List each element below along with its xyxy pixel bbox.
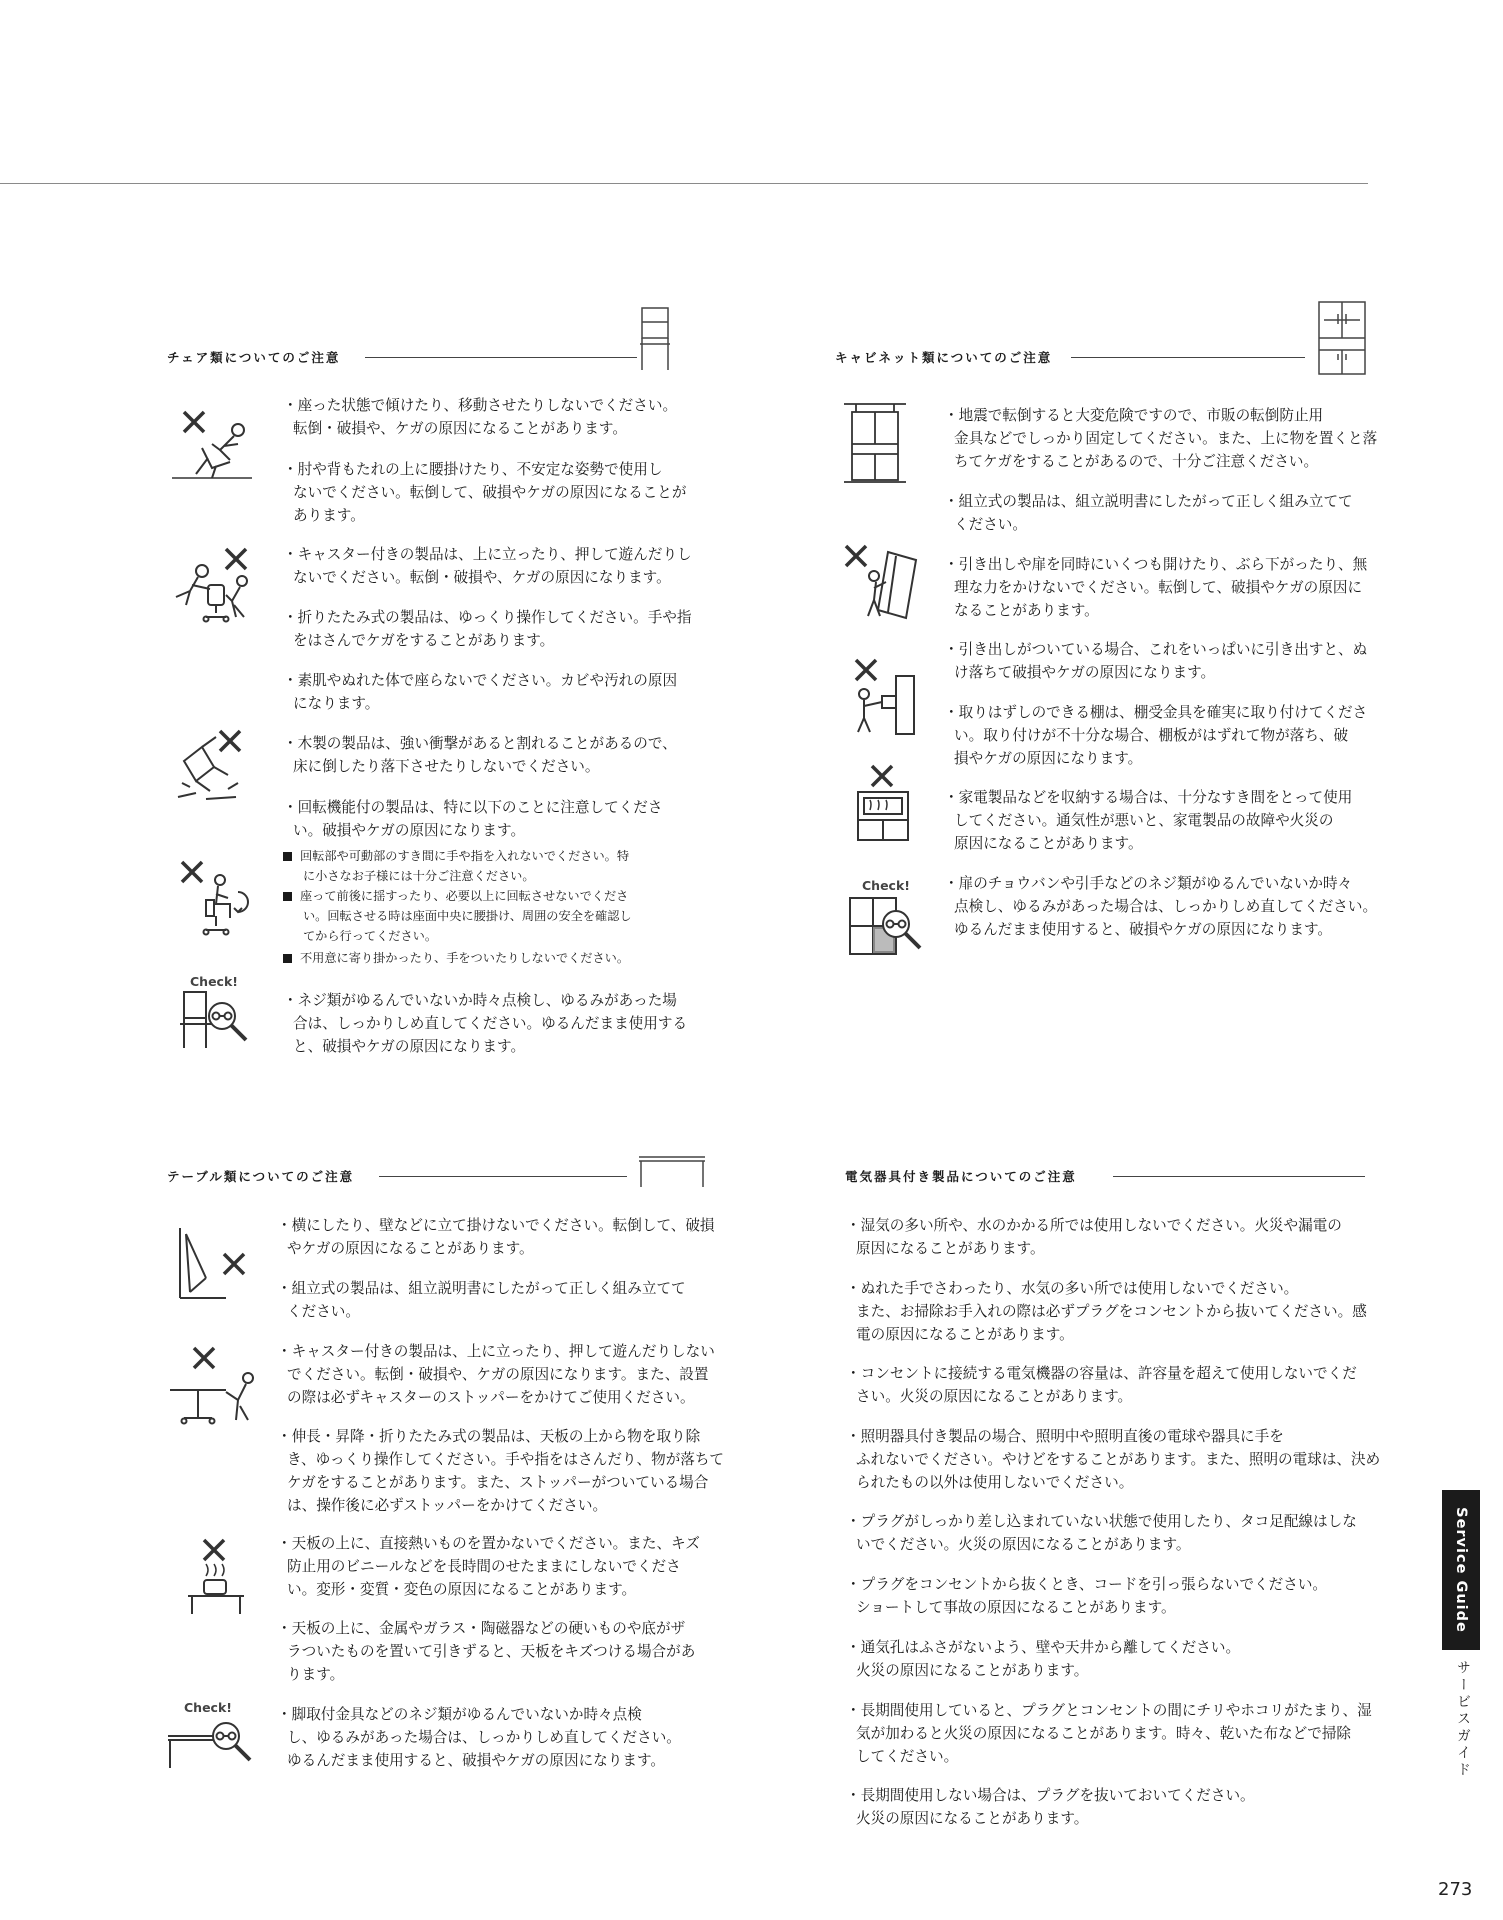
cabinet-hanging-warning-icon: [844, 542, 920, 622]
cabinet-screw-check-icon: [846, 894, 924, 958]
table-icon: [638, 1155, 706, 1189]
electric-item-4: ・照明器具付き製品の場合、照明中や照明直後の電球や器具に手を ふれないでください。やけどをすることがあります。また、照明の電球は、決め られたもの以外は使用しないでください。: [846, 1428, 1381, 1491]
service-guide-tab[interactable]: [1442, 1490, 1480, 1650]
electric-item-3: ・コンセントに接続する電気機器の容量は、許容量を超えて使用しないでくだ さい。火災の原因になることがあります。: [846, 1365, 1357, 1405]
appliance-ventilation-warning-icon: [852, 762, 918, 842]
electric-item-6: ・プラグをコンセントから抜くとき、コードを引っ張らないでください。 ショートして事故の原因になることがあります。: [846, 1576, 1328, 1616]
table-screw-check-icon: [166, 1716, 260, 1770]
electric-item-5: ・プラグがしっかり差し込まれていない状態で使用したり、タコ足配線はしな いでください。火災の原因になることがあります。: [846, 1513, 1357, 1553]
drawer-pullout-warning-icon: [852, 656, 918, 736]
cabinet-item-2: ・組立式の製品は、組立説明書にしたがって正しく組み立てて ください。: [944, 493, 1353, 533]
falling-chair-warning-icon: [176, 725, 260, 805]
electric-item-9: ・長期間使用しない場合は、プラグを抜いておいてください。 火災の原因になることがあります。: [846, 1787, 1255, 1827]
chair-section-header: [167, 348, 637, 368]
table-item-4: ・伸長・昇降・折りたたみ式の製品は、天板の上から物を取り除 き、ゆっくり操作してください。手や指をはさんだり、物が落ちて ケガをすることがあります。また、ストッパーがついている場合 は、操作後に必ずストッパーをかけてください。: [277, 1428, 724, 1514]
chair-item-1: ・座った状態で傾けたり、移動させたりしないでください。 転倒・破損や、ケガの原因になることがあります。: [283, 397, 678, 437]
cabinet-check-label: Check!: [862, 878, 910, 893]
chair-item-7: ・回転機能付の製品は、特に以下のことに注意してくださ い。破損やケガの原因になります。: [283, 799, 663, 839]
tilting-chair-warning-icon: [172, 404, 254, 484]
chair-item-8: ・ネジ類がゆるんでいないか時々点検し、ゆるみがあった場 合は、しっかりしめ直してください。ゆるんだまま使用する と、破損やケガの原因になります。: [283, 992, 688, 1055]
chair-item-5: ・素肌やぬれた体で座らないでください。カビや汚れの原因 になります。: [283, 672, 678, 712]
chair-item-2: ・肘や背もたれの上に腰掛けたり、不安定な姿勢で使用し ないでください。転倒して、破損やケガの原因になることが あります。: [283, 461, 687, 524]
electric-item-8: ・長期間使用していると、プラグとコンセントの間にチリやホコリがたまり、湿 気が加わると火災の原因になることがあります。時々、乾いた布などで掃除 してください。: [846, 1702, 1372, 1765]
chair-sub-item-2: 座って前後に揺すったり、必要以上に回転させないでくださ い。回転させる時は座面中央に腰掛け、周囲の安全を確認し てから行ってください。: [283, 886, 632, 946]
cabinet-section-title: キャビネット類についてのご注意: [835, 350, 1053, 365]
table-item-3: ・キャスター付きの製品は、上に立ったり、押して遊んだりしない でください。転倒・破損や、ケガの原因になります。また、設置 の際は必ずキャスターのストッパーをかけてご使用ください。: [277, 1343, 715, 1406]
service-guide-subtitle: サービスガイド: [1455, 1660, 1471, 1779]
page-number: 273: [1438, 1879, 1473, 1900]
hot-item-warning-icon: [186, 1536, 246, 1616]
cabinet-item-4: ・引き出しがついている場合、これをいっぱいに引き出すと、ぬ け落ちて破損やケガの原因になります。: [944, 641, 1368, 681]
service-guide-tab-label: Service Guide: [1453, 1507, 1469, 1633]
cabinet-section-header: [835, 348, 1305, 368]
electric-item-7: ・通気孔はふさがないよう、壁や天井から離してください。 火災の原因になることがあります。: [846, 1639, 1241, 1679]
bullet-square-icon: [283, 892, 292, 901]
electric-section-title: 電気器具付き製品についてのご注意: [845, 1169, 1077, 1184]
table-item-7: ・脚取付金具などのネジ類がゆるんでいないか時々点検 し、ゆるみがあった場合は、しっかりしめ直してください。 ゆるんだまま使用すると、破損やケガの原因になります。: [277, 1706, 681, 1769]
cabinet-item-7: ・扉のチョウバンや引手などのネジ類がゆるんでいないか時々 点検し、ゆるみがあった場合は、しっかりしめ直してください。 ゆるんだまま使用すると、破損やケガの原因になります。: [944, 875, 1378, 938]
electric-item-1: ・湿気の多い所や、水のかかる所では使用しないでください。火災や漏電の 原因になることがあります。: [846, 1217, 1342, 1257]
table-caster-warning-icon: [166, 1344, 262, 1426]
cabinet-item-6: ・家電製品などを収納する場合は、十分なすき間をとって使用 してください。通気性が悪いと、家電製品の故障や火災の 原因になることがあります。: [944, 789, 1353, 852]
table-item-6: ・天板の上に、金属やガラス・陶磁器などの硬いものや底がザ ラついたものを置いて引きずると、天板をキズつける場合があ ります。: [277, 1620, 696, 1683]
cabinet-item-1: ・地震で転倒すると大変危険ですので、市販の転倒防止用 金具などでしっかり固定してください。また、上に物を置くと落 ちてケガをすることがあるので、十分ご注意ください。: [944, 407, 1378, 470]
chair-item-4: ・折りたたみ式の製品は、ゆっくり操作してください。手や指 をはさんでケガをすることがあります。: [283, 609, 692, 649]
table-section-title: テーブル類についてのご注意: [167, 1169, 355, 1184]
table-check-label: Check!: [184, 1700, 232, 1715]
table-leaning-warning-icon: [176, 1226, 256, 1302]
chair-sub-item-3: 不用意に寄り掛かったり、手をついたりしないでください。: [283, 948, 629, 968]
table-section-header: [167, 1167, 627, 1187]
electric-item-2: ・ぬれた手でさわったり、水気の多い所では使用しないでください。 また、お掃除お手入れの際は必ずプラグをコンセントから抜いてください。感 電の原因になることがあります。: [846, 1280, 1367, 1343]
chair-item-6: ・木製の製品は、強い衝撃があると割れることがあるので、 床に倒したり落下させたりしないでください。: [283, 735, 677, 775]
cabinet-icon: [1316, 300, 1368, 376]
chair-item-3: ・キャスター付きの製品は、上に立ったり、押して遊んだりし ないでください。転倒・破損や、ケガの原因になります。: [283, 546, 692, 586]
bullet-square-icon: [283, 852, 292, 861]
bullet-square-icon: [283, 954, 292, 963]
cabinet-item-3: ・引き出しや扉を同時にいくつも開けたり、ぶら下がったり、無 理な力をかけないでください。転倒して、破損やケガの原因に なることがあります。: [944, 556, 1368, 619]
chair-sub-item-1: 回転部や可動部のすき間に手や指を入れないでください。特 に小さなお子様には十分ご注意ください。: [283, 846, 629, 886]
cabinet-item-5: ・取りはずしのできる棚は、棚受金具を確実に取り付けてくださ い。取り付けが不十分な場合、棚板がはずれて物が落ち、破 損やケガの原因になります。: [944, 704, 1368, 767]
cabinet-anchoring-icon: [842, 402, 908, 484]
swivel-chair-warning-icon: [176, 858, 260, 940]
chair-section-title: チェア類についてのご注意: [167, 350, 341, 365]
table-item-2: ・組立式の製品は、組立説明書にしたがって正しく組み立てて ください。: [277, 1280, 686, 1320]
chair-check-label: Check!: [190, 974, 238, 989]
chair-caster-warning-icon: [170, 545, 258, 625]
table-item-5: ・天板の上に、直接熱いものを置かないでください。また、キズ 防止用のビニールなどを長時間のせたままにしないでくださ い。変形・変質・変色の原因になることがあります。: [277, 1535, 700, 1598]
electric-section-header: [845, 1167, 1365, 1187]
chair-icon: [638, 306, 672, 372]
table-item-1: ・横にしたり、壁などに立て掛けないでください。転倒して、破損 やケガの原因になることがあります。: [277, 1217, 715, 1257]
chair-screw-check-icon: [178, 990, 252, 1050]
top-rule: [0, 183, 1368, 184]
